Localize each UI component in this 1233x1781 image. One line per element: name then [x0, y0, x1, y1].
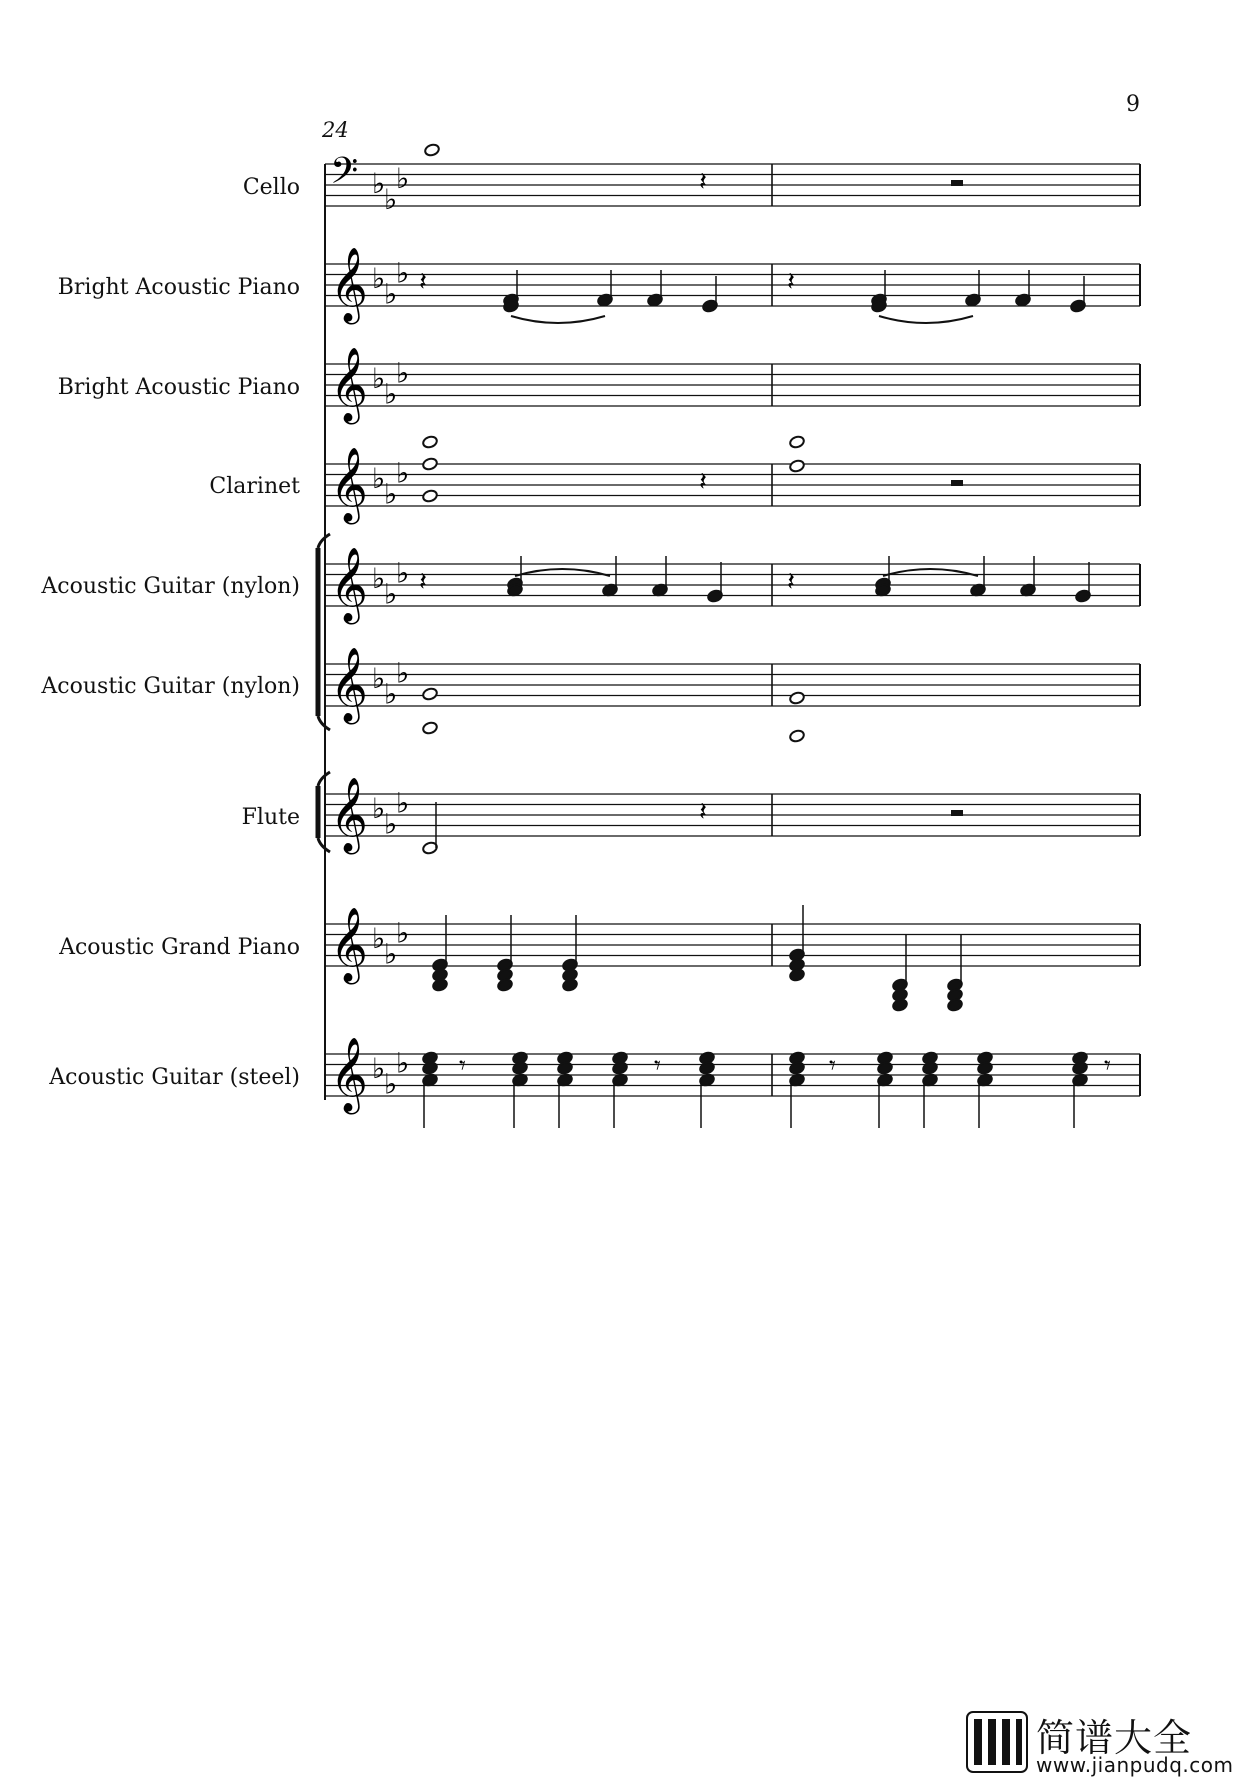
note — [597, 270, 614, 307]
note — [965, 270, 982, 307]
staff — [325, 648, 1140, 725]
note — [702, 276, 719, 313]
rest — [654, 1051, 661, 1081]
note — [1072, 1073, 1089, 1128]
flat-icon: ♭ — [372, 1051, 386, 1085]
staff-label-guitar-steel: Acoustic Guitar (steel) — [49, 1065, 300, 1090]
svg-text:𝄽: 𝄽 — [419, 567, 427, 597]
note — [422, 457, 439, 471]
rest — [699, 167, 707, 197]
flat-icon: ♭ — [396, 356, 410, 390]
staff — [325, 448, 1140, 525]
svg-text:𝄾: 𝄾 — [654, 1051, 661, 1081]
note — [877, 1061, 894, 1075]
rest — [951, 480, 963, 486]
flat-icon: ♭ — [372, 661, 386, 695]
treble-clef-icon: 𝄞 — [330, 908, 368, 982]
rest — [419, 567, 427, 597]
note — [432, 978, 449, 992]
rest — [829, 1051, 836, 1081]
staff — [325, 150, 1140, 216]
note — [922, 1073, 939, 1128]
note — [789, 691, 806, 705]
rest — [951, 810, 963, 816]
note — [652, 556, 669, 597]
note — [422, 802, 439, 855]
note — [422, 1073, 439, 1128]
flat-icon: ♭ — [396, 456, 410, 490]
staff — [325, 248, 1140, 325]
watermark-title: 简谱大全 — [1036, 1716, 1193, 1760]
note — [612, 1061, 629, 1075]
note — [977, 1061, 994, 1075]
note — [647, 270, 664, 307]
note — [602, 556, 619, 597]
staff-label-bright-piano-2: Bright Acoustic Piano — [57, 375, 300, 400]
note — [789, 435, 806, 449]
staff-label-clarinet: Clarinet — [209, 474, 300, 499]
treble-clef-icon: 𝄞 — [330, 348, 368, 422]
note — [707, 562, 724, 603]
flat-icon: ♭ — [384, 677, 398, 711]
flat-icon: ♭ — [372, 921, 386, 955]
flat-icon: ♭ — [384, 477, 398, 511]
flat-icon: ♭ — [372, 167, 386, 200]
note — [947, 998, 964, 1012]
note — [699, 1061, 716, 1075]
note — [1070, 276, 1087, 313]
note — [422, 435, 439, 449]
treble-clef-icon: 𝄞 — [330, 1038, 368, 1112]
flat-icon: ♭ — [384, 807, 398, 841]
svg-text:𝄽: 𝄽 — [699, 167, 707, 197]
flat-icon: ♭ — [384, 1067, 398, 1101]
note — [892, 998, 909, 1012]
flat-icon: ♭ — [384, 937, 398, 971]
note — [422, 1061, 439, 1075]
rest — [1104, 1051, 1111, 1081]
note — [922, 1061, 939, 1075]
svg-text:𝄽: 𝄽 — [699, 797, 707, 827]
rest — [951, 180, 963, 186]
note — [877, 1073, 894, 1128]
note — [612, 1073, 629, 1128]
svg-text:𝄽: 𝄽 — [787, 267, 795, 297]
treble-clef-icon: 𝄞 — [330, 448, 368, 522]
flat-icon: ♭ — [396, 1046, 410, 1080]
svg-text:𝄽: 𝄽 — [699, 467, 707, 497]
svg-text:𝄾: 𝄾 — [829, 1051, 836, 1081]
note — [947, 935, 964, 992]
treble-clef-icon: 𝄞 — [330, 248, 368, 322]
note — [557, 1061, 574, 1075]
flat-icon: ♭ — [372, 261, 386, 295]
staff-label-grand-piano: Acoustic Grand Piano — [59, 935, 300, 960]
staff — [325, 778, 1140, 855]
flat-icon: ♭ — [372, 461, 386, 495]
staff — [325, 348, 1140, 425]
staff — [325, 548, 1140, 625]
rest — [419, 267, 427, 297]
note — [557, 1073, 574, 1128]
svg-text:𝄾: 𝄾 — [459, 1051, 466, 1081]
note — [424, 143, 441, 157]
note — [977, 1073, 994, 1128]
piano-logo-icon — [966, 1711, 1028, 1773]
rest — [459, 1051, 466, 1081]
staff-label-guitar-nylon-2: Acoustic Guitar (nylon) — [41, 674, 300, 699]
note — [562, 978, 579, 992]
flat-icon: ♭ — [384, 182, 398, 216]
flat-icon: ♭ — [372, 361, 386, 395]
flat-icon: ♭ — [372, 791, 386, 825]
note — [1015, 270, 1032, 307]
note — [789, 729, 806, 743]
note — [789, 905, 806, 962]
bass-clef-icon: 𝄢 — [330, 150, 359, 201]
flat-icon: ♭ — [396, 161, 410, 195]
flat-icon: ♭ — [384, 277, 398, 311]
page-number: 9 — [1126, 92, 1140, 117]
note — [875, 556, 892, 597]
note — [1075, 562, 1092, 603]
note — [1072, 1061, 1089, 1075]
flat-icon: ♭ — [384, 577, 398, 611]
note — [892, 935, 909, 992]
note — [507, 556, 524, 597]
note — [422, 687, 439, 701]
flat-icon: ♭ — [396, 256, 410, 290]
note — [497, 978, 514, 992]
flat-icon: ♭ — [372, 561, 386, 595]
staff-label-cello: Cello — [242, 175, 300, 200]
note — [970, 556, 987, 597]
note — [422, 489, 439, 503]
flat-icon: ♭ — [396, 916, 410, 950]
watermark-url: www.jianpudq.com — [1036, 1753, 1233, 1777]
note — [789, 968, 806, 982]
flat-icon: ♭ — [384, 377, 398, 411]
svg-text:𝄽: 𝄽 — [419, 267, 427, 297]
staff-label-bright-piano-1: Bright Acoustic Piano — [57, 275, 300, 300]
note — [789, 1061, 806, 1075]
rest — [787, 567, 795, 597]
staff-label-flute: Flute — [241, 805, 300, 830]
rest — [699, 467, 707, 497]
note — [1020, 556, 1037, 597]
treble-clef-icon: 𝄞 — [330, 548, 368, 622]
note — [789, 459, 806, 473]
treble-clef-icon: 𝄞 — [330, 778, 368, 852]
flat-icon: ♭ — [396, 556, 410, 590]
measure-number: 24 — [322, 118, 349, 142]
flat-icon: ♭ — [396, 786, 410, 820]
svg-text:𝄽: 𝄽 — [787, 567, 795, 597]
staff-label-guitar-nylon-1: Acoustic Guitar (nylon) — [41, 574, 300, 599]
note — [422, 721, 439, 735]
note — [512, 1061, 529, 1075]
note — [789, 1073, 806, 1128]
staff — [325, 1038, 1140, 1115]
svg-text:𝄾: 𝄾 — [1104, 1051, 1111, 1081]
treble-clef-icon: 𝄞 — [330, 648, 368, 722]
note — [512, 1073, 529, 1128]
rest — [787, 267, 795, 297]
flat-icon: ♭ — [396, 656, 410, 690]
watermark — [966, 1707, 1233, 1777]
note — [699, 1073, 716, 1128]
rest — [699, 797, 707, 827]
